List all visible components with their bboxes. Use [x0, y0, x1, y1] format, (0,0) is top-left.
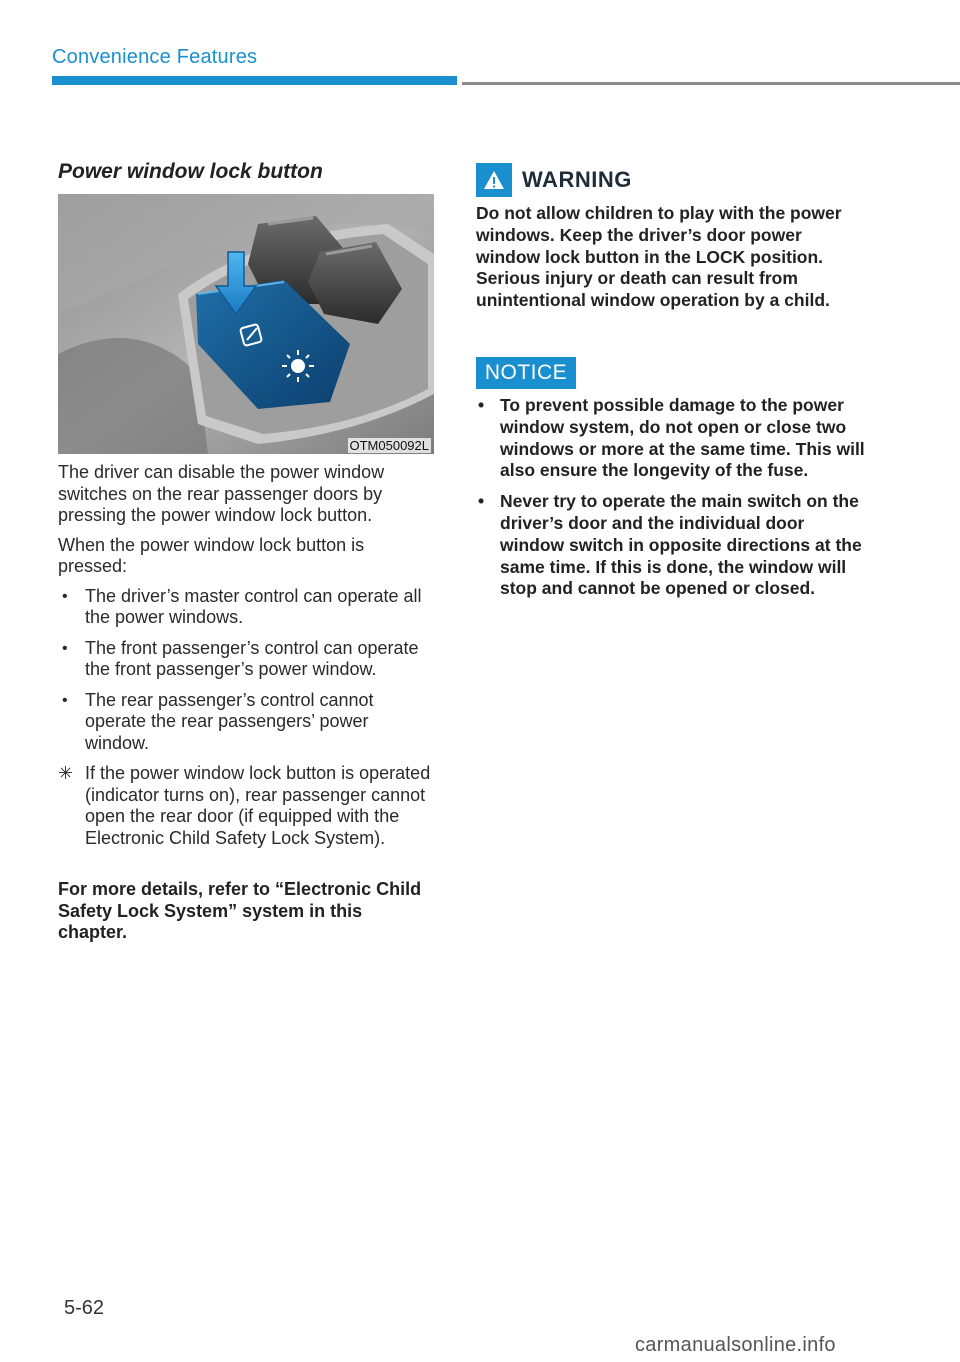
- notice-badge: NOTICE: [476, 357, 576, 389]
- intro-paragraph: The driver can disable the power window switches on the rear passenger doors by pressing the power window lock button.: [58, 462, 385, 525]
- list-item: • Never try to operate the main switch on the driver’s door and the individual door window switch in opposite directions at the same time. If this is done, the window will stop and cannot be opened or closed.: [478, 491, 862, 599]
- asterisk-icon: ✳: [58, 763, 74, 783]
- star-note-text: If the power window lock button is operated (indicator turns on), rear passenger cannot open the rear door (if equipped with the Electronic Child Safety Lock System).: [85, 763, 431, 848]
- list-item-text: The front passenger’s control can operate the front passenger’s power window.: [85, 637, 419, 679]
- notice-list: [476, 395, 866, 609]
- list-item: • The front passenger’s control can operate the front passenger’s power window.: [62, 637, 419, 679]
- figure-code: OTM050092L: [349, 438, 429, 453]
- more-details-note: For more details, refer to “Electronic Child Safety Lock System” system in this chapter.: [58, 879, 422, 942]
- body-text: [58, 462, 436, 952]
- warning-label: WARNING: [522, 167, 632, 192]
- list-item-text: The driver’s master control can operate all the power windows.: [85, 585, 422, 627]
- list-item: • To prevent possible damage to the power window system, do not open or close two windows or more at the same time. This will also ensure the longevity of the fuse.: [478, 395, 865, 481]
- lock-button-photo: [58, 194, 434, 454]
- section-title: Power window lock button: [58, 160, 323, 183]
- door-panel-illustration: [58, 194, 434, 454]
- list-item: • The driver’s master control can operate all the power windows.: [62, 585, 422, 627]
- notice-item-text: Never try to operate the main switch on the driver’s door and the individual door window switch in opposite directions at the same time. If this is done, the window will stop and cannot be opened or closed.: [500, 491, 862, 599]
- list-item: • The rear passenger’s control cannot operate the rear passengers’ power window.: [62, 689, 374, 753]
- header-rule-accent: [52, 76, 457, 85]
- header-title: Convenience Features: [52, 46, 258, 68]
- warning-text: Do not allow children to play with the power windows. Keep the driver’s door power window lock button in the LOCK position. Serious injury or death can result from unintentional window operation by a child.: [476, 203, 842, 311]
- pressed-lead: When the power window lock button is pressed:: [58, 534, 365, 576]
- warning-triangle-icon: [476, 163, 512, 197]
- watermark: carmanualsonline.info: [635, 1334, 836, 1356]
- star-note: [58, 763, 436, 849]
- notice-item-text: To prevent possible damage to the power window system, do not open or close two windows or more at the same time. This will also ensure the longevity of the fuse.: [500, 395, 865, 481]
- list-item-text: The rear passenger’s control cannot operate the rear passengers’ power window.: [85, 689, 374, 753]
- header-rule: [462, 82, 960, 85]
- page-number: 5-62: [64, 1297, 105, 1319]
- warning-heading: [476, 163, 632, 197]
- pressed-bullet-list: [58, 586, 436, 755]
